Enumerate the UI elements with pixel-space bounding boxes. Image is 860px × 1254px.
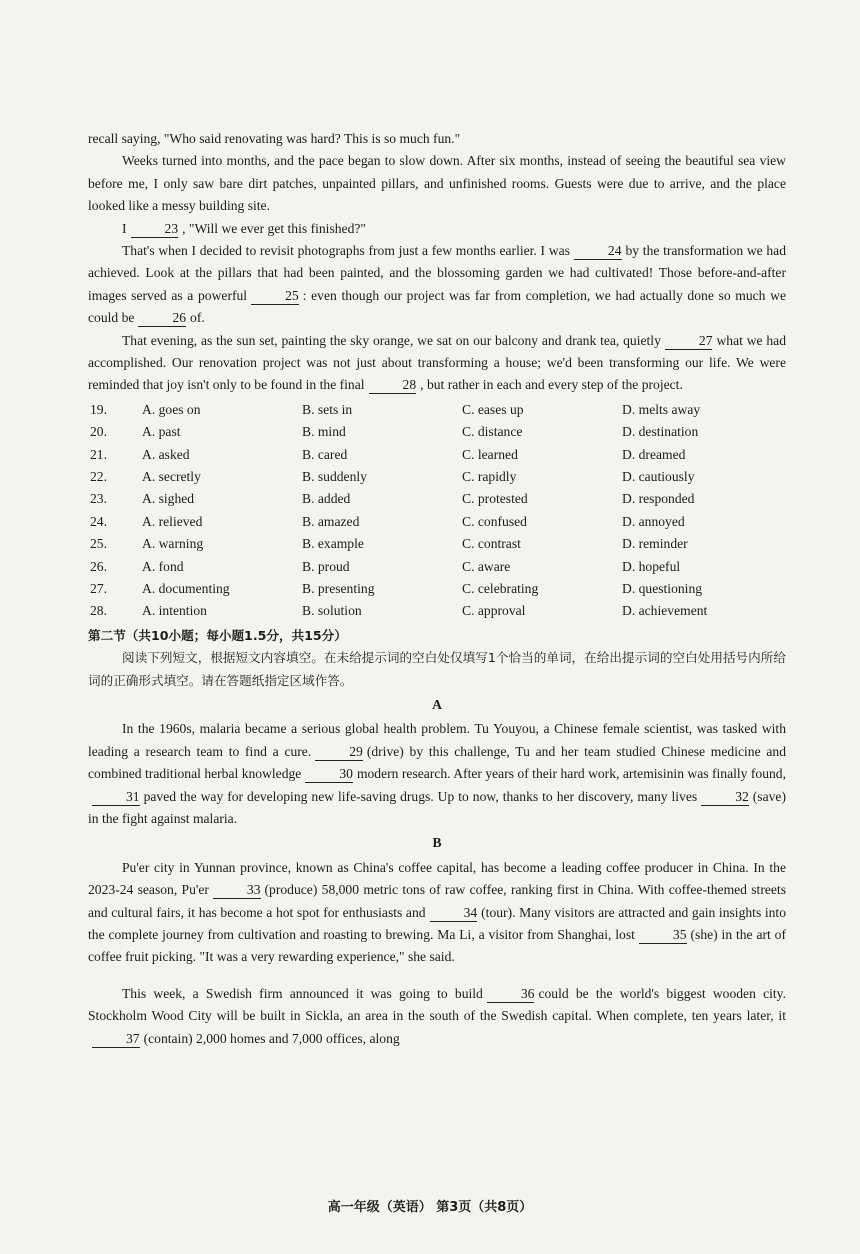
- option-c: C. approval: [462, 603, 526, 619]
- option-a: A. relieved: [142, 513, 203, 529]
- option-d: D. annoyed: [622, 513, 685, 529]
- passage-paragraph: In the 1960s, malaria became a serious global health problem. Tu Youyou, a Chinese female scientist, was tasked with leading a research team to find a cure. 29 (drive) by this challenge, Tu and her team studied Chinese medicine and combined traditional herbal knowledge 30 modern research. After years of their hard work, artemisinin was finally found,31 paved the way for developing new life-saving drugs. Up to now, thanks to her discovery, many lives 32 (save) in the fight against malaria.: [88, 721, 786, 827]
- blank-34: 34: [430, 904, 478, 922]
- question-number: 25.: [90, 536, 107, 552]
- blank-36: 36: [487, 985, 535, 1003]
- option-b: B. suddenly: [302, 469, 367, 485]
- question-number: 27.: [90, 581, 107, 596]
- question-number: 22.: [90, 469, 107, 485]
- option-c: C. eases up: [462, 401, 524, 417]
- option-c: C. rapidly: [462, 469, 517, 485]
- option-c: C. contrast: [462, 536, 521, 552]
- passage-paragraph: That's when I decided to revisit photographs from just a few months earlier. I was 24 by the transformation we had achieved. Look at the pillars that had been painted, and the blossoming garden we had cultivated! Those before-and-after images served as a powerful 25 : even though our project was far from completion, we had actually done so much we could be 26 of.: [88, 243, 786, 326]
- option-b: B. presenting: [302, 581, 375, 596]
- option-row: [88, 556, 786, 578]
- blank-37: 37: [92, 1030, 140, 1048]
- blank-26: 26: [138, 309, 186, 327]
- option-d: D. hopeful: [622, 558, 681, 574]
- option-b: B. example: [302, 536, 364, 552]
- option-row: [88, 578, 786, 600]
- question-number: 28.: [90, 603, 107, 619]
- option-row: [88, 421, 786, 443]
- option-c: C. protested: [462, 491, 528, 507]
- option-c: C. celebrating: [462, 581, 539, 596]
- exam-page: [88, 128, 786, 1050]
- question-number: 26.: [90, 558, 107, 574]
- option-d: D. questioning: [622, 581, 703, 596]
- option-d: D. achievement: [622, 603, 708, 619]
- blank-23: 23: [131, 220, 179, 238]
- blank-32: 32: [701, 788, 749, 806]
- blank-30: 30: [305, 765, 353, 783]
- option-c: C. aware: [462, 558, 511, 574]
- option-row: [88, 488, 786, 510]
- option-d: D. melts away: [622, 401, 701, 417]
- option-c: C. distance: [462, 424, 523, 440]
- option-a: A. intention: [142, 603, 207, 619]
- passage-paragraph: Pu'er city in Yunnan province, known as China's coffee capital, has become a leading coffee producer in China. In the 2023-24 season, Pu'er 33 (produce) 58,000 metric tons of raw coffee, ranking first in China. With coffee-themed streets and cultural fairs, it has become a hot spot for enthusiasts and 34 (tour). Many visitors are attracted and gain insights into the complete journey from cultivation and roasting to brewing. Ma Li, a visitor from Shanghai, lost 35 (she) in the art of coffee fruit picking. "It was a very rewarding experience," she said.: [88, 859, 787, 965]
- option-a: A. asked: [142, 446, 190, 462]
- option-row: [88, 399, 786, 421]
- passage-paragraph: That evening, as the sun set, painting the sky orange, we sat on our balcony and drank tea, quietly 27 what we had accomplished. Our renovation project was not just about transforming a house; we'd been transforming our life. We were reminded that joy isn't only to be found in the final 28 , but rather in each and every step of the project.: [88, 332, 787, 393]
- option-c: C. learned: [462, 446, 518, 462]
- option-a: A. warning: [142, 536, 204, 552]
- option-a: A. secretly: [142, 469, 201, 485]
- option-row: [88, 533, 786, 555]
- section-title: 第二节（共10小题；每小题1.5分，共15分）: [88, 627, 347, 643]
- page-footer: 高一年级（英语） 第3页（共8页）: [327, 1200, 533, 1215]
- option-b: B. proud: [302, 558, 350, 574]
- blank-33: 33: [213, 881, 261, 899]
- option-b: B. amazed: [302, 513, 360, 529]
- option-d: D. destination: [622, 424, 699, 440]
- blank-31: 31: [92, 788, 140, 806]
- question-number: 23.: [90, 491, 107, 507]
- option-a: A. sighed: [142, 491, 195, 507]
- blank-24: 24: [574, 242, 622, 260]
- passage-letter-a: A: [432, 697, 442, 712]
- passage-letter-b: B: [432, 835, 442, 851]
- option-row: [88, 444, 786, 466]
- passage-paragraph: Weeks turned into months, and the pace began to slow down. After six months, instead of seeing the beautiful sea view before me, I only saw bare dirt patches, unpainted pillars, and unfinished rooms. Guests were due to arrive, and the place looked like a messy building site.: [88, 153, 786, 214]
- option-c: C. confused: [462, 513, 527, 529]
- blank-28: 28: [369, 376, 417, 394]
- question-number: 20.: [90, 424, 107, 440]
- option-b: B. cared: [302, 446, 348, 462]
- option-row: [88, 600, 786, 622]
- option-row: [88, 466, 786, 488]
- option-d: D. cautiously: [622, 469, 695, 485]
- option-a: A. goes on: [142, 401, 201, 417]
- option-a: A. documenting: [142, 581, 230, 596]
- passage-paragraph: This week, a Swedish firm announced it was going to build 36 could be the world's biggest wooden city. Stockholm Wood City will be built in Sickla, an area in the south of the Swedish capital. When complete, ten years later, it37 (contain) 2,000 homes and 7,000 offices, along: [88, 985, 786, 1046]
- option-d: D. dreamed: [622, 446, 686, 462]
- option-b: B. sets in: [302, 401, 353, 417]
- passage-paragraph: recall saying, "Who said renovating was hard? This is so much fun.": [88, 131, 461, 146]
- passage-paragraph: I 23 , "Will we ever get this finished?": [122, 220, 366, 236]
- question-number: 19.: [90, 401, 107, 417]
- blank-29: 29: [315, 743, 363, 761]
- option-d: D. responded: [622, 491, 695, 507]
- option-b: B. mind: [302, 424, 346, 440]
- blank-25: 25: [251, 287, 299, 305]
- options-list: [88, 399, 786, 623]
- option-a: A. past: [142, 424, 181, 440]
- section-instructions: 阅读下列短文，根据短文内容填空。在未给提示词的空白处仅填写1个恰当的单词，在给出提示词的空白处用括号内所给词的正确形式填空。请在答题纸指定区域作答。: [88, 650, 786, 688]
- option-d: D. reminder: [622, 536, 688, 552]
- option-b: B. added: [302, 491, 351, 507]
- option-row: [88, 511, 786, 533]
- blank-27: 27: [665, 332, 713, 350]
- option-a: A. fond: [142, 558, 184, 574]
- question-number: 24.: [90, 513, 107, 529]
- blank-35: 35: [639, 926, 687, 944]
- question-number: 21.: [90, 446, 107, 462]
- option-b: B. solution: [302, 603, 362, 619]
